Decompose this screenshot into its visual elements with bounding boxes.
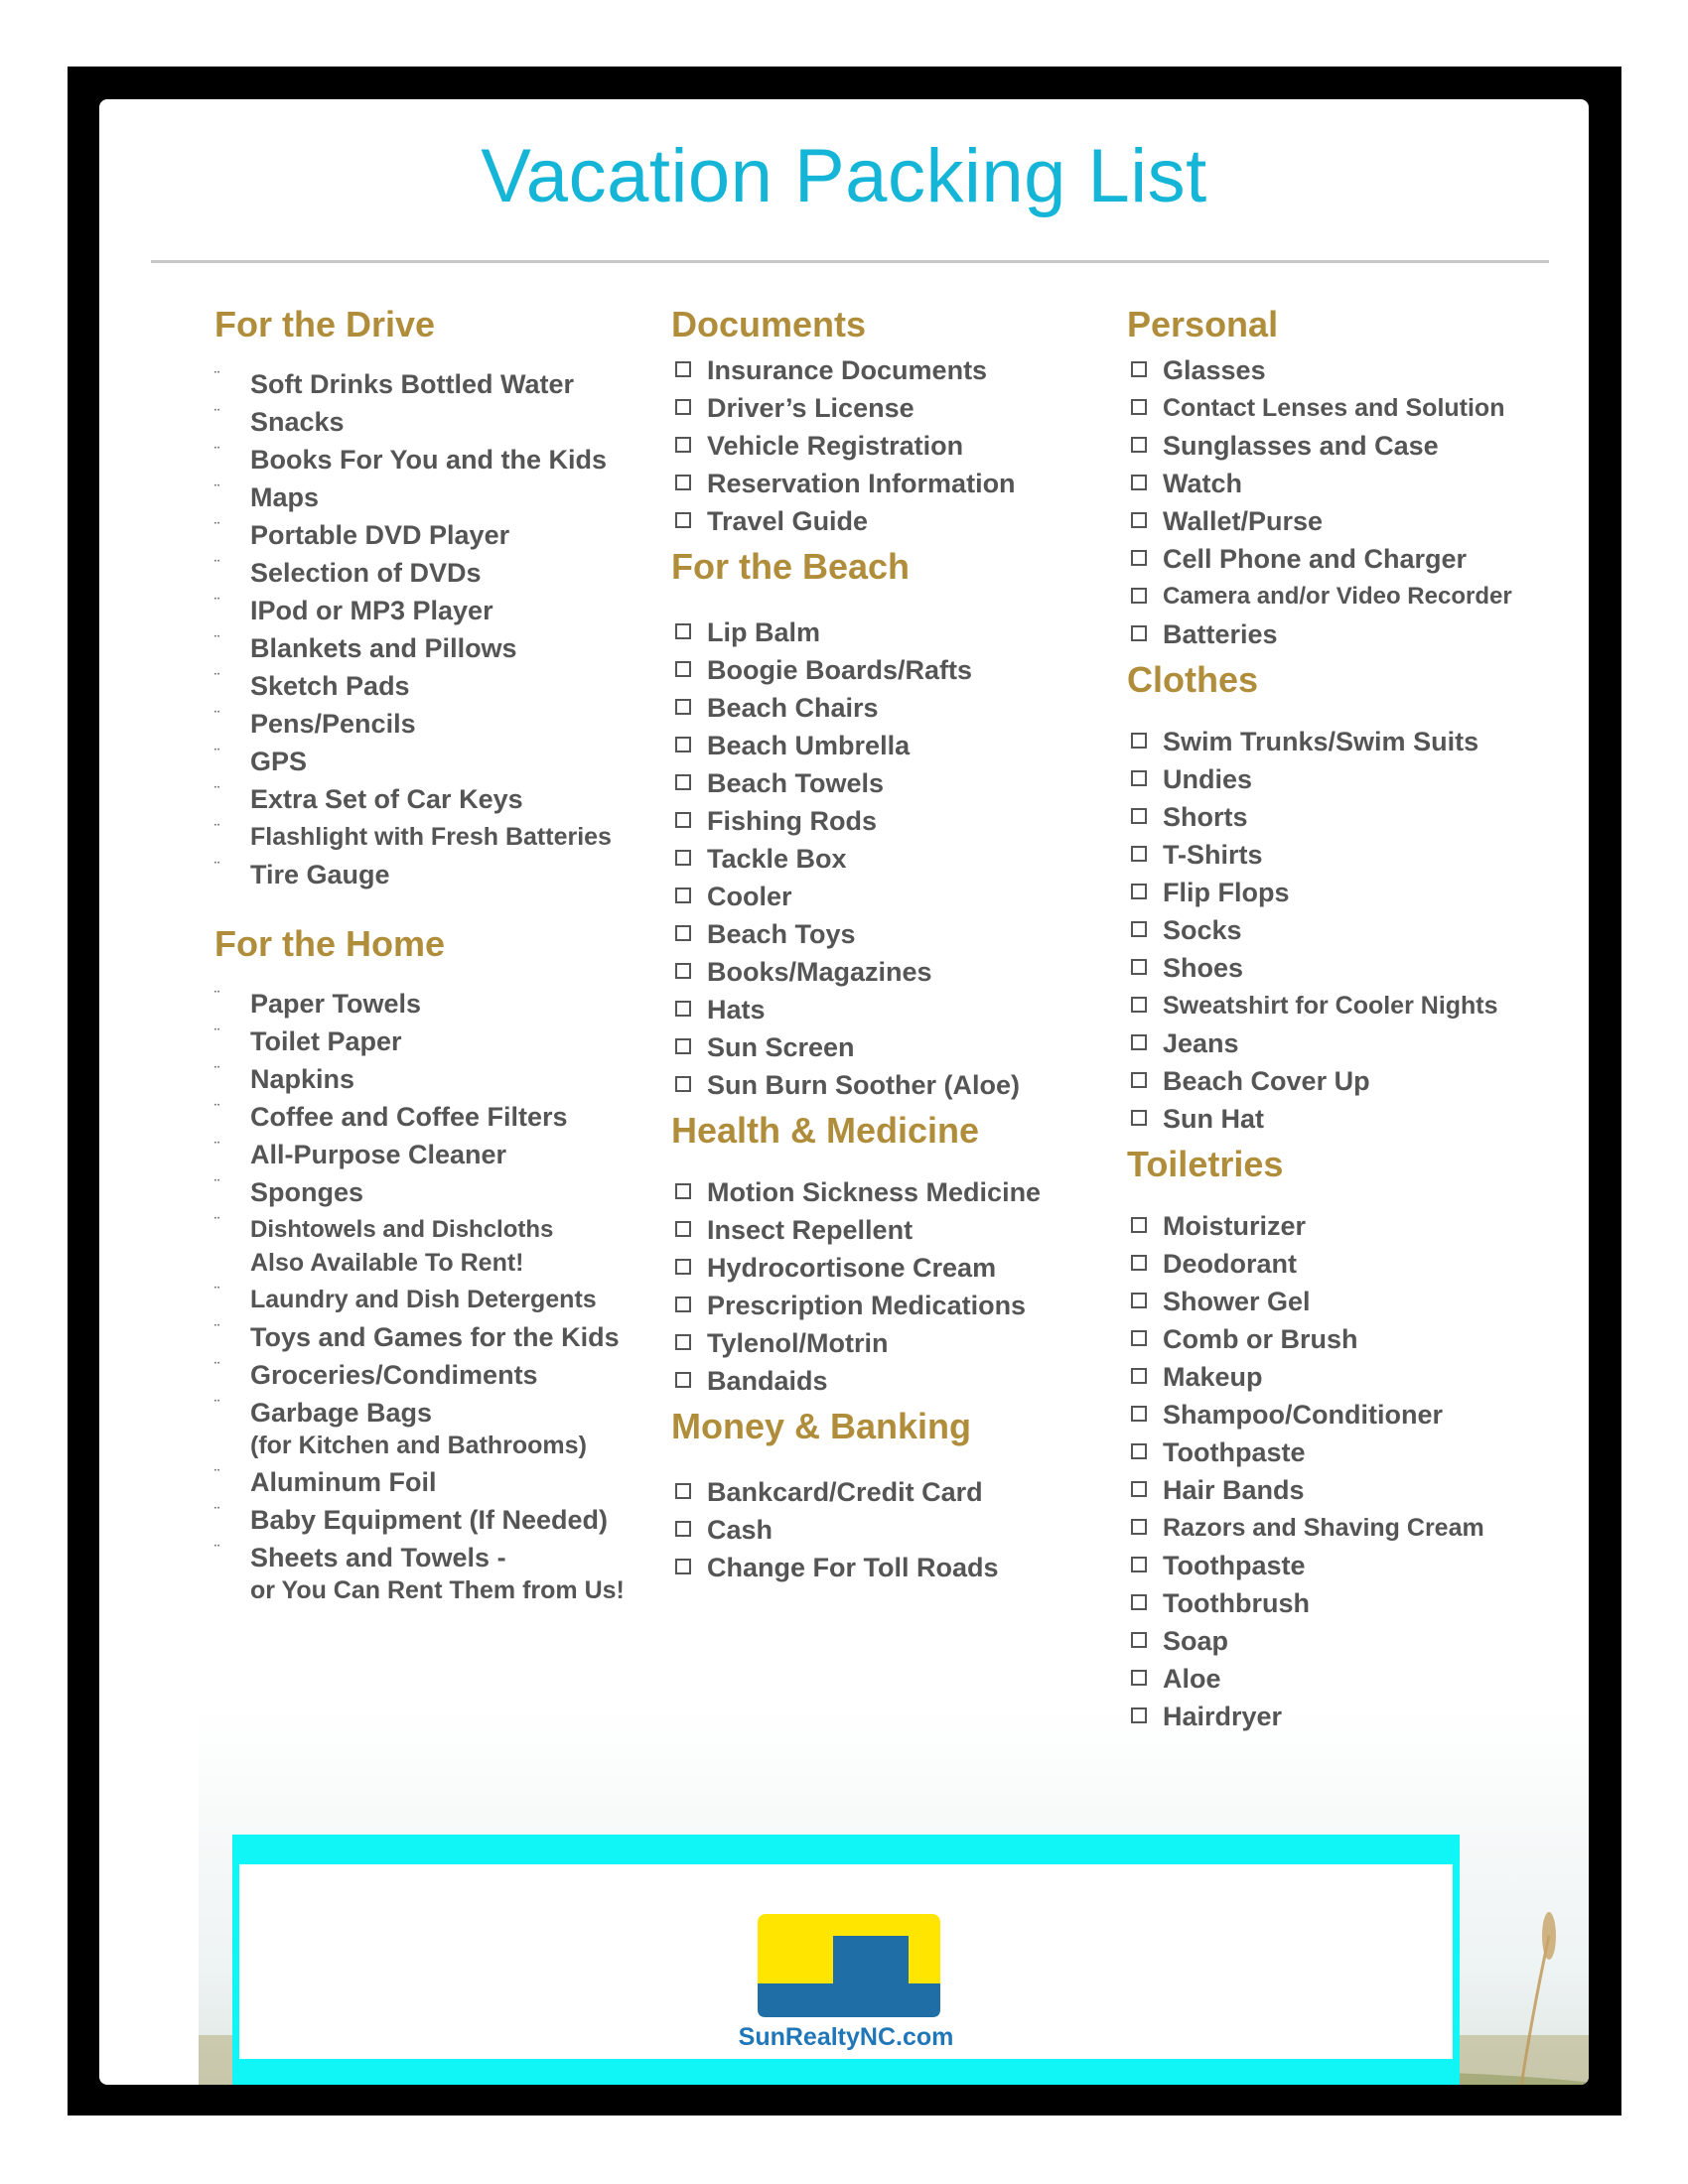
page-title: Vacation Packing List	[481, 134, 1207, 218]
bullet-icon: ¨	[214, 1025, 219, 1042]
list-item: ¨ Pens/Pencils	[214, 708, 416, 739]
checkbox[interactable]	[675, 1221, 691, 1237]
checkbox[interactable]	[675, 475, 691, 490]
list-item: ¨ Toys and Games for the Kids	[214, 1321, 620, 1352]
checkbox[interactable]	[1131, 1110, 1147, 1126]
checklist-item: Contact Lenses and Solution	[1127, 389, 1564, 427]
section-heading-money: Money & Banking	[671, 1406, 972, 1446]
checklist-item: Shorts	[1127, 798, 1564, 836]
checklist-item: Hair Bands	[1127, 1471, 1564, 1509]
checklist-item: Watch	[1127, 465, 1564, 502]
checkbox[interactable]	[1131, 512, 1147, 528]
list-item: ¨ Aluminum Foil	[214, 1466, 437, 1497]
list-item: ¨ Snacks	[214, 406, 345, 437]
list-item: ¨ Sheets and Towels - or You Can Rent Them from Us!	[214, 1542, 625, 1604]
list-item: ¨ Coffee and Coffee Filters	[214, 1101, 568, 1132]
checkbox[interactable]	[675, 925, 691, 941]
checklist-item: Driver’s License	[671, 389, 1108, 427]
checklist-item: Sun Burn Soother (Aloe)	[671, 1066, 1108, 1104]
checklist-item: Toothbrush	[1127, 1584, 1564, 1622]
checklist-item: Boogie Boards/Rafts	[671, 651, 1108, 689]
checkbox[interactable]	[675, 1076, 691, 1092]
checkbox[interactable]	[1131, 921, 1147, 937]
checkbox[interactable]	[1131, 1293, 1147, 1308]
checklist-item: Motion Sickness Medicine	[671, 1173, 1108, 1211]
checkbox[interactable]	[675, 774, 691, 790]
checkbox[interactable]	[1131, 1557, 1147, 1572]
checklist-item: Insect Repellent	[671, 1211, 1108, 1249]
list-item: ¨ Flashlight with Fresh Batteries	[214, 821, 612, 851]
checklist-item: Sunglasses and Case	[1127, 427, 1564, 465]
bullet-icon: ¨	[214, 519, 219, 536]
footer-panel	[239, 1864, 1453, 2059]
checkbox[interactable]	[1131, 399, 1147, 415]
checkbox[interactable]	[675, 812, 691, 828]
checklist-item: Sun Hat	[1127, 1100, 1564, 1138]
list-item: ¨ Extra Set of Car Keys	[214, 783, 523, 814]
checkbox[interactable]	[675, 1259, 691, 1275]
bullet-icon: ¨	[214, 368, 219, 385]
clothes-list	[1127, 723, 1564, 1138]
checkbox[interactable]	[675, 1297, 691, 1312]
checklist-item: Flip Flops	[1127, 874, 1564, 911]
list-item: ¨ GPS	[214, 746, 308, 776]
bullet-icon: ¨	[214, 481, 219, 498]
checkbox[interactable]	[1131, 437, 1147, 453]
checklist-item: Swim Trunks/Swim Suits	[1127, 723, 1564, 760]
checkbox[interactable]	[675, 1521, 691, 1537]
bullet-icon: ¨	[214, 1139, 219, 1156]
checklist-item: Glasses	[1127, 351, 1564, 389]
checklist-item: Tackle Box	[671, 840, 1108, 878]
section-heading-beach: For the Beach	[671, 546, 911, 587]
money-list	[671, 1473, 1108, 1586]
checkbox[interactable]	[1131, 1217, 1147, 1233]
checklist-item: Cooler	[671, 878, 1108, 915]
bullet-icon: ¨	[214, 746, 219, 762]
checklist-item: Batteries	[1127, 615, 1564, 653]
checklist-item: Change For Toll Roads	[671, 1549, 1108, 1586]
checklist-item: Shoes	[1127, 949, 1564, 987]
bullet-icon: ¨	[214, 632, 219, 649]
checklist-item: Aloe	[1127, 1660, 1564, 1698]
checklist-item: Books/Magazines	[671, 953, 1108, 991]
bullet-icon: ¨	[214, 1176, 219, 1193]
checkbox[interactable]	[1131, 1707, 1147, 1723]
checkbox[interactable]	[1131, 1368, 1147, 1384]
bullet-icon: ¨	[214, 670, 219, 687]
checkbox[interactable]	[1131, 733, 1147, 749]
checklist-item: Undies	[1127, 760, 1564, 798]
bullet-icon: ¨	[214, 1321, 219, 1338]
checkbox[interactable]	[1131, 959, 1147, 975]
section-heading-health: Health & Medicine	[671, 1110, 980, 1151]
beach-list	[671, 614, 1108, 1104]
checkbox[interactable]	[675, 661, 691, 677]
checklist-item: Beach Toys	[671, 915, 1108, 953]
bullet-icon: ¨	[214, 595, 219, 612]
list-item: ¨ Toilet Paper	[214, 1025, 402, 1056]
checklist-item: Hairdryer	[1127, 1698, 1564, 1735]
checklist-item: Fishing Rods	[671, 802, 1108, 840]
checkbox[interactable]	[675, 1559, 691, 1574]
checkbox[interactable]	[675, 850, 691, 866]
checklist-item: Cash	[671, 1511, 1108, 1549]
checkbox[interactable]	[1131, 997, 1147, 1013]
checkbox[interactable]	[675, 512, 691, 528]
section-heading-toiletries: Toiletries	[1127, 1144, 1284, 1184]
checklist-item: Prescription Medications	[671, 1287, 1108, 1324]
checkbox[interactable]	[1131, 625, 1147, 641]
list-item: ¨ Dishtowels and Dishcloths Also Available To Rent!	[214, 1214, 554, 1277]
checkbox[interactable]	[1131, 1255, 1147, 1271]
checklist-item: Lip Balm	[671, 614, 1108, 651]
list-item: ¨ Books For You and the Kids	[214, 444, 608, 475]
checklist-item: Moisturizer	[1127, 1207, 1564, 1245]
checkbox[interactable]	[675, 699, 691, 715]
checklist-item: Sweatshirt for Cooler Nights	[1127, 987, 1564, 1024]
list-item: ¨ Portable DVD Player	[214, 519, 510, 550]
checkbox[interactable]	[1131, 1670, 1147, 1686]
bullet-icon: ¨	[214, 1397, 219, 1414]
title-divider	[151, 260, 1549, 263]
list-item: ¨ Maps	[214, 481, 320, 512]
bullet-icon: ¨	[214, 1504, 219, 1521]
column-1	[214, 298, 651, 1608]
checklist-item: Shampoo/Conditioner	[1127, 1396, 1564, 1433]
checklist-item: Hydrocortisone Cream	[671, 1249, 1108, 1287]
checklist-item: Socks	[1127, 911, 1564, 949]
list-item: ¨ Selection of DVDs	[214, 557, 482, 588]
list-item: ¨ Paper Towels	[214, 988, 422, 1019]
checkbox[interactable]	[1131, 1330, 1147, 1346]
checkbox[interactable]	[1131, 1443, 1147, 1459]
checkbox[interactable]	[1131, 588, 1147, 604]
checkbox[interactable]	[675, 399, 691, 415]
list-item: ¨ Baby Equipment (If Needed)	[214, 1504, 609, 1535]
sun-realty-logo-icon[interactable]	[758, 1914, 940, 2017]
drive-list	[214, 365, 651, 893]
bullet-icon: ¨	[214, 1466, 219, 1483]
column-3	[1127, 298, 1564, 1735]
list-item: ¨ Napkins	[214, 1063, 355, 1094]
checklist-item: Deodorant	[1127, 1245, 1564, 1283]
documents-list	[671, 351, 1108, 540]
health-list	[671, 1173, 1108, 1400]
checklist-item: Cell Phone and Charger	[1127, 540, 1564, 578]
bullet-icon: ¨	[214, 1359, 219, 1376]
checklist-item: Travel Guide	[671, 502, 1108, 540]
checkbox[interactable]	[675, 1038, 691, 1054]
list-item: ¨ Sketch Pads	[214, 670, 410, 701]
bullet-icon: ¨	[214, 557, 219, 574]
bullet-icon: ¨	[214, 1101, 219, 1118]
bullet-icon: ¨	[214, 1284, 219, 1300]
checklist-item: Soap	[1127, 1622, 1564, 1660]
checkbox[interactable]	[675, 1001, 691, 1017]
checkbox[interactable]	[1131, 770, 1147, 786]
checkbox[interactable]	[1131, 361, 1147, 377]
bullet-icon: ¨	[214, 1214, 219, 1231]
checklist-item: Tylenol/Motrin	[671, 1324, 1108, 1362]
checkbox[interactable]	[1131, 1594, 1147, 1610]
checklist-item: Comb or Brush	[1127, 1320, 1564, 1358]
checkbox[interactable]	[1131, 475, 1147, 490]
checkbox[interactable]	[675, 887, 691, 903]
checklist-item: Wallet/Purse	[1127, 502, 1564, 540]
checklist-item: Beach Cover Up	[1127, 1062, 1564, 1100]
list-item: ¨ Tire Gauge	[214, 859, 390, 889]
checklist-item: Bandaids	[671, 1362, 1108, 1400]
bullet-icon: ¨	[214, 1063, 219, 1080]
checkbox[interactable]	[1131, 808, 1147, 824]
checklist-item: Makeup	[1127, 1358, 1564, 1396]
checklist-item: Beach Chairs	[671, 689, 1108, 727]
checklist-item: Hats	[671, 991, 1108, 1028]
checkbox[interactable]	[1131, 884, 1147, 899]
checkbox[interactable]	[675, 737, 691, 752]
checklist-item: Beach Towels	[671, 764, 1108, 802]
checkbox[interactable]	[1131, 1632, 1147, 1648]
checklist-item: Camera and/or Video Recorder	[1127, 578, 1564, 615]
personal-list	[1127, 351, 1564, 653]
toiletries-list	[1127, 1207, 1564, 1735]
bullet-icon: ¨	[214, 406, 219, 423]
checkbox[interactable]	[675, 623, 691, 639]
website-link[interactable]: SunRealtyNC.com	[738, 2023, 954, 2051]
list-item: ¨ Groceries/Condiments	[214, 1359, 538, 1390]
checklist-item: Toothpaste	[1127, 1433, 1564, 1471]
section-heading-drive: For the Drive	[214, 304, 436, 344]
checklist-item: Beach Umbrella	[671, 727, 1108, 764]
checkbox[interactable]	[1131, 550, 1147, 566]
section-heading-personal: Personal	[1127, 304, 1279, 344]
checklist-item: Insurance Documents	[671, 351, 1108, 389]
checklist-item: T-Shirts	[1127, 836, 1564, 874]
list-item: ¨ Laundry and Dish Detergents	[214, 1284, 597, 1313]
list-item: ¨ Soft Drinks Bottled Water	[214, 368, 575, 399]
bullet-icon: ¨	[214, 444, 219, 461]
checkbox[interactable]	[1131, 846, 1147, 862]
home-list	[214, 985, 651, 1608]
bullet-icon: ¨	[214, 988, 219, 1005]
list-item: ¨ Blankets and Pillows	[214, 632, 517, 663]
list-item: ¨ Garbage Bags (for Kitchen and Bathrooms)	[214, 1397, 587, 1459]
checkbox[interactable]	[675, 361, 691, 377]
section-heading-home: For the Home	[214, 923, 446, 964]
checkbox[interactable]	[675, 1183, 691, 1199]
checklist-item: Razors and Shaving Cream	[1127, 1509, 1564, 1547]
checklist-item: Reservation Information	[671, 465, 1108, 502]
checkbox[interactable]	[675, 437, 691, 453]
footer-banner	[232, 1835, 1460, 2085]
bullet-icon: ¨	[214, 859, 219, 876]
checkbox[interactable]	[675, 1334, 691, 1350]
section-heading-clothes: Clothes	[1127, 659, 1259, 700]
checklist-item: Vehicle Registration	[671, 427, 1108, 465]
checklist-item: Toothpaste	[1127, 1547, 1564, 1584]
checkbox[interactable]	[1131, 1034, 1147, 1050]
checkbox[interactable]	[1131, 1072, 1147, 1088]
checklist-item: Bankcard/Credit Card	[671, 1473, 1108, 1511]
checkbox[interactable]	[675, 1483, 691, 1499]
checkbox[interactable]	[675, 963, 691, 979]
section-heading-documents: Documents	[671, 304, 867, 344]
checkbox[interactable]	[1131, 1406, 1147, 1422]
list-item: ¨ All-Purpose Cleaner	[214, 1139, 507, 1169]
checkbox[interactable]	[675, 1372, 691, 1388]
checklist-item: Jeans	[1127, 1024, 1564, 1062]
checkbox[interactable]	[1131, 1481, 1147, 1497]
bullet-icon: ¨	[214, 821, 219, 838]
bullet-icon: ¨	[214, 708, 219, 725]
checkbox[interactable]	[1131, 1519, 1147, 1535]
bullet-icon: ¨	[214, 783, 219, 800]
checklist-item: Shower Gel	[1127, 1283, 1564, 1320]
column-2	[671, 298, 1108, 1586]
checklist-item: Sun Screen	[671, 1028, 1108, 1066]
list-item: ¨ IPod or MP3 Player	[214, 595, 493, 625]
bullet-icon: ¨	[214, 1542, 219, 1559]
list-item: ¨ Sponges	[214, 1176, 364, 1207]
